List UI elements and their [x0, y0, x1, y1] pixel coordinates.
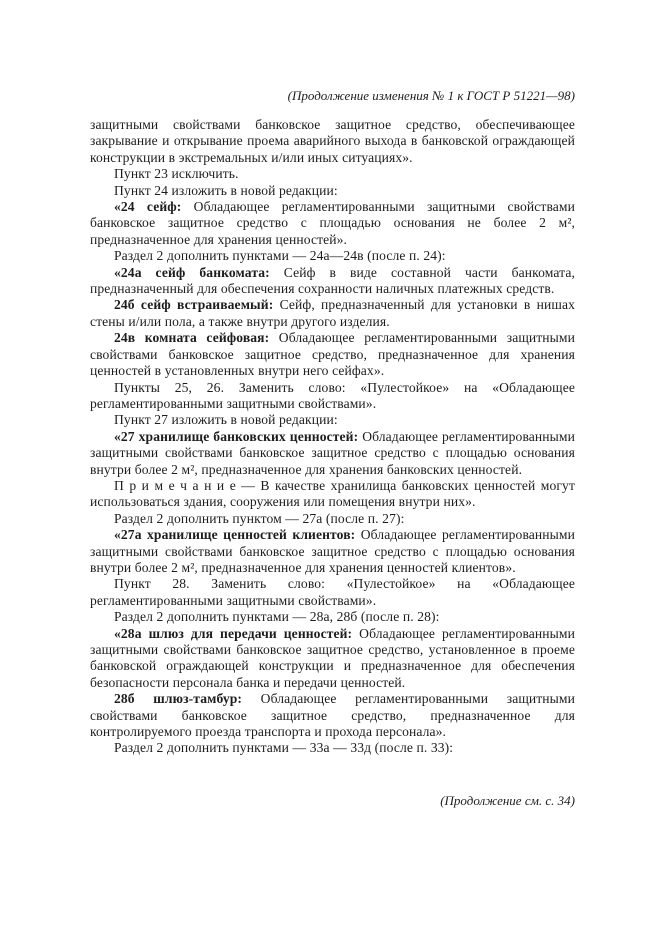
term-label: 24б сейф встраиваемый: [114, 297, 274, 313]
term-label: 24в комната сейфовая: [114, 330, 270, 346]
paragraph-section2-add-27a [90, 511, 575, 527]
paragraph-text: защитными свойствами банковское защитное средство, обеспечивающее закрывание и открывание проема аварийного выхода в банковской ограждающей конструкции в экстремальных и/или иных ситуациях». [90, 117, 575, 165]
term-label: «27 хранилище банковских ценностей: [114, 428, 359, 444]
paragraph-item-24-intro [90, 183, 575, 199]
document-body [90, 117, 575, 757]
paragraph-text: Сейф в виде составной части банкомата, предназначенный для обеспечения сохранности наличных платежных средств. [90, 264, 575, 297]
paragraph-item-28 [90, 576, 575, 609]
paragraph-text: Пункт 27 изложить в новой редакции: [114, 412, 338, 428]
paragraph-text: Пункт 28. Заменить слово: «Пулестойкое» на «Обладающее регламентированными защитными свойствами». [90, 576, 575, 608]
paragraph-term-24-seif [90, 199, 575, 248]
term-label: «24 сейф: [114, 199, 182, 215]
paragraph-text: Обладающее регламентированными защитными свойствами банковское защитное средство с площадью основания не более 2 м², предназначенное для хранения ценностей». [90, 199, 576, 247]
paragraph-section2-add-24a-24v [90, 248, 575, 264]
paragraph-item-27-intro [90, 412, 575, 428]
paragraph-text: Обладающее регламентированными защитными свойствами банковское защитное средство, предназначенное для контролируемого проезда транспорта и прохода персонала». [90, 691, 575, 740]
paragraph-section2-add-28a-28b [90, 609, 575, 625]
paragraph-term-24a-seif-bankomata [90, 265, 575, 298]
paragraph-text: Раздел 2 дополнить пунктами — 28а, 28б (после п. 28): [114, 609, 440, 625]
paragraph-text: Обладающее регламентированными защитными свойствами банковское защитное средство, установленное в проеме банковской ограждающей конструкции и предназначенное для обеспечения безопасности персонала банка и передачи ценностей. [90, 625, 575, 690]
paragraph-text: Раздел 2 дополнить пунктом — 27а (после п. 27): [114, 510, 405, 526]
term-label: «24а сейф банкомата: [114, 264, 270, 280]
term-label: «28а шлюз для передачи ценностей: [114, 625, 353, 641]
paragraph-text: П р и м е ч а н и е — В качестве хранилища банковских ценностей могут использоваться здания, сооружения или помещения внутри них». [90, 477, 575, 510]
paragraph-term-28b-shlyuz-tambur [90, 691, 575, 740]
term-label: 28б шлюз-тамбур: [114, 691, 243, 707]
paragraph-text: Пункты 25, 26. Заменить слово: «Пулестойкое» на «Обладающее регламентированными защитными свойствами». [90, 379, 575, 411]
paragraph-text: Обладающее регламентированными защитными свойствами банковское защитное средство, предназначенное для хранения ценностей в установленных внутри него сейфах». [90, 330, 575, 379]
paragraph-continuation [90, 117, 575, 166]
paragraph-text: Пункт 23 исключить. [114, 166, 239, 182]
paragraph-text: Раздел 2 дополнить пунктами — 33а — 33д (после п. 33): [114, 740, 454, 756]
paragraph-item-23 [90, 166, 575, 182]
footer-continuation-note: (Продолжение см. с. 34) [440, 792, 575, 808]
paragraph-term-28a-shlyuz [90, 626, 575, 692]
running-header-continuation-note: (Продолжение изменения № 1 к ГОСТ Р 51221—98) [287, 88, 575, 103]
paragraph-text: Сейф, предназначенный для установки в нишах стены и/или пола, а также внутри другого изделия. [90, 297, 575, 329]
paragraph-section2-add-33a-33d [90, 740, 575, 756]
paragraph-note [90, 478, 575, 511]
term-label: «27а хранилище ценностей клиентов: [114, 527, 356, 543]
paragraph-text: Раздел 2 дополнить пунктами — 24а—24в (после п. 24): [114, 248, 446, 264]
paragraph-term-27-khranilishche [90, 429, 575, 478]
paragraph-term-24b-seif-vstraivaemyi [90, 297, 575, 330]
paragraph-items-25-26 [90, 380, 575, 413]
paragraph-text: Обладающее регламентированными защитными свойствами банковское защитное средство с площадью основания внутри более 2 м², предназначенное для хранения банковских ценностей. [90, 428, 575, 477]
paragraph-text: Обладающее регламентированными защитными свойствами банковское защитное средство с площадью основания внутри более 2 м², предназначенное для хранения ценностей клиентов». [90, 527, 575, 575]
paragraph-text: Пункт 24 изложить в новой редакции: [114, 182, 338, 198]
paragraph-term-24v-komnata-seifovaya [90, 330, 575, 379]
paragraph-term-27a-khranilishche-klientov [90, 527, 575, 576]
